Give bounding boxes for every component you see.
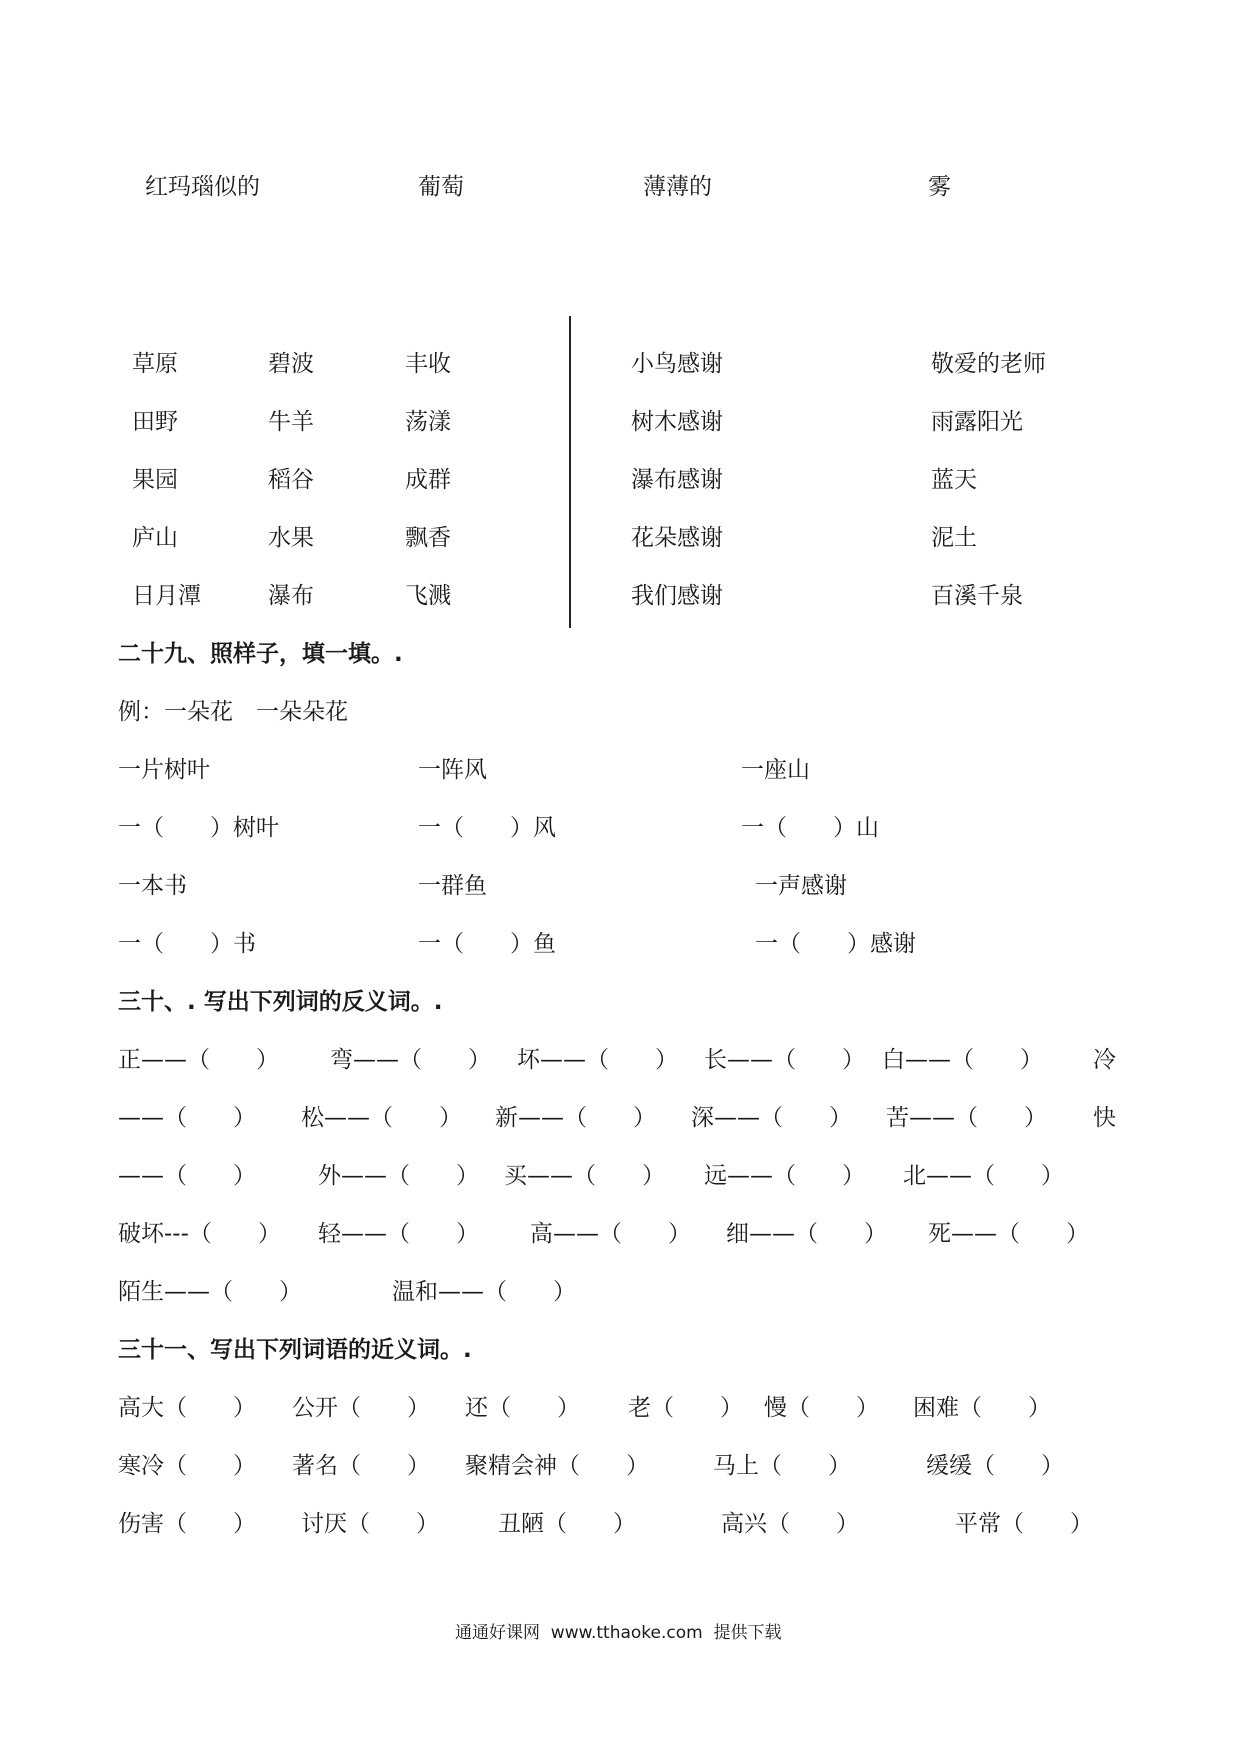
exercise-item: 北——（ ） bbox=[903, 1163, 1064, 1189]
exercise-item: 高大（ ） bbox=[118, 1395, 256, 1421]
exercise-item: 一声感谢 bbox=[755, 873, 847, 899]
match-word: 水果 bbox=[268, 525, 314, 551]
exercise-item: 细——（ ） bbox=[726, 1221, 887, 1247]
exercise-item: 松——（ ） bbox=[301, 1105, 462, 1131]
phrase-text: 葡萄 bbox=[418, 174, 464, 200]
match-word: 飞溅 bbox=[405, 583, 451, 609]
exercise-item: 坏——（ ） bbox=[517, 1047, 678, 1073]
exercise-item: 冷 bbox=[1093, 1047, 1116, 1073]
exercise-item: 一（ ）鱼 bbox=[418, 931, 556, 957]
match-word: 荡漾 bbox=[405, 409, 451, 435]
exercise-item: 马上（ ） bbox=[713, 1453, 851, 1479]
example-text: 例：一朵花 一朵朵花 bbox=[118, 699, 348, 725]
exercise-item: 高——（ ） bbox=[530, 1221, 691, 1247]
exercise-item: 一本书 bbox=[118, 873, 187, 899]
exercise-item: 还（ ） bbox=[465, 1395, 580, 1421]
match-word: 瀑布感谢 bbox=[631, 467, 723, 493]
page-footer: 通通好课网 www.tthaoke.com 提供下载 bbox=[455, 1623, 782, 1643]
exercise-item: 缓缓（ ） bbox=[926, 1453, 1064, 1479]
match-word: 丰收 bbox=[405, 351, 451, 377]
match-word: 敬爱的老师 bbox=[931, 351, 1046, 377]
match-word: 小鸟感谢 bbox=[631, 351, 723, 377]
match-word: 草原 bbox=[132, 351, 178, 377]
match-word: 稻谷 bbox=[268, 467, 314, 493]
exercise-item: 伤害（ ） bbox=[118, 1511, 256, 1537]
match-word: 庐山 bbox=[132, 525, 178, 551]
match-word: 飘香 bbox=[405, 525, 451, 551]
match-word: 碧波 bbox=[268, 351, 314, 377]
exercise-item: 著名（ ） bbox=[292, 1453, 430, 1479]
match-word: 树木感谢 bbox=[631, 409, 723, 435]
match-word: 瀑布 bbox=[268, 583, 314, 609]
exercise-item: 一（ ）书 bbox=[118, 931, 256, 957]
exercise-item: 聚精会神（ ） bbox=[465, 1453, 649, 1479]
match-word: 蓝天 bbox=[931, 467, 977, 493]
exercise-item: 新——（ ） bbox=[495, 1105, 656, 1131]
exercise-item: 一片树叶 bbox=[118, 757, 210, 783]
exercise-item: 寒冷（ ） bbox=[118, 1453, 256, 1479]
exercise-item: 买——（ ） bbox=[504, 1163, 665, 1189]
phrase-text: 薄薄的 bbox=[643, 174, 712, 200]
section-29-title: 二十九、照样子，填一填。. bbox=[118, 641, 403, 667]
match-word: 我们感谢 bbox=[631, 583, 723, 609]
exercise-item: 轻——（ ） bbox=[318, 1221, 479, 1247]
exercise-item: 平常（ ） bbox=[955, 1511, 1093, 1537]
exercise-item: 丑陋（ ） bbox=[498, 1511, 636, 1537]
match-word: 田野 bbox=[132, 409, 178, 435]
match-word: 雨露阳光 bbox=[931, 409, 1023, 435]
exercise-item: 一（ ）风 bbox=[418, 815, 556, 841]
exercise-item: 一（ ）树叶 bbox=[118, 815, 279, 841]
match-word: 成群 bbox=[405, 467, 451, 493]
exercise-item: 长——（ ） bbox=[704, 1047, 865, 1073]
exercise-item: 老（ ） bbox=[628, 1395, 743, 1421]
exercise-item: 陌生——（ ） bbox=[118, 1279, 302, 1305]
exercise-item: 一群鱼 bbox=[418, 873, 487, 899]
column-divider bbox=[569, 316, 571, 628]
exercise-item: 一座山 bbox=[741, 757, 810, 783]
match-word: 花朵感谢 bbox=[631, 525, 723, 551]
match-word: 日月潭 bbox=[132, 583, 201, 609]
exercise-item: 快 bbox=[1093, 1105, 1116, 1131]
exercise-item: 困难（ ） bbox=[913, 1395, 1051, 1421]
exercise-item: 一（ ）山 bbox=[741, 815, 879, 841]
exercise-item: 温和——（ ） bbox=[392, 1279, 576, 1305]
exercise-item: 白——（ ） bbox=[882, 1047, 1043, 1073]
exercise-item: 公开（ ） bbox=[292, 1395, 430, 1421]
exercise-item: 一阵风 bbox=[418, 757, 487, 783]
exercise-item: 讨厌（ ） bbox=[301, 1511, 439, 1537]
exercise-item: 弯——（ ） bbox=[330, 1047, 491, 1073]
exercise-item: 外——（ ） bbox=[318, 1163, 479, 1189]
exercise-item: 正——（ ） bbox=[118, 1047, 279, 1073]
exercise-item: 远——（ ） bbox=[704, 1163, 865, 1189]
exercise-item: ——（ ） bbox=[118, 1105, 256, 1131]
exercise-item: ——（ ） bbox=[118, 1163, 256, 1189]
exercise-item: 一（ ）感谢 bbox=[755, 931, 916, 957]
exercise-item: 慢（ ） bbox=[764, 1395, 879, 1421]
exercise-item: 苦——（ ） bbox=[886, 1105, 1047, 1131]
match-word: 泥土 bbox=[931, 525, 977, 551]
exercise-item: 死——（ ） bbox=[928, 1221, 1089, 1247]
match-word: 果园 bbox=[132, 467, 178, 493]
exercise-item: 深——（ ） bbox=[691, 1105, 852, 1131]
match-word: 百溪千泉 bbox=[931, 583, 1023, 609]
exercise-item: 破坏---（ ） bbox=[118, 1221, 281, 1247]
phrase-text: 雾 bbox=[928, 174, 951, 200]
section-31-title: 三十一、写出下列词语的近义词。. bbox=[118, 1337, 472, 1363]
exercise-item: 高兴（ ） bbox=[721, 1511, 859, 1537]
section-30-title: 三十、. 写出下列词的反义词。. bbox=[118, 989, 443, 1015]
match-word: 牛羊 bbox=[268, 409, 314, 435]
phrase-text: 红玛瑙似的 bbox=[145, 174, 260, 200]
